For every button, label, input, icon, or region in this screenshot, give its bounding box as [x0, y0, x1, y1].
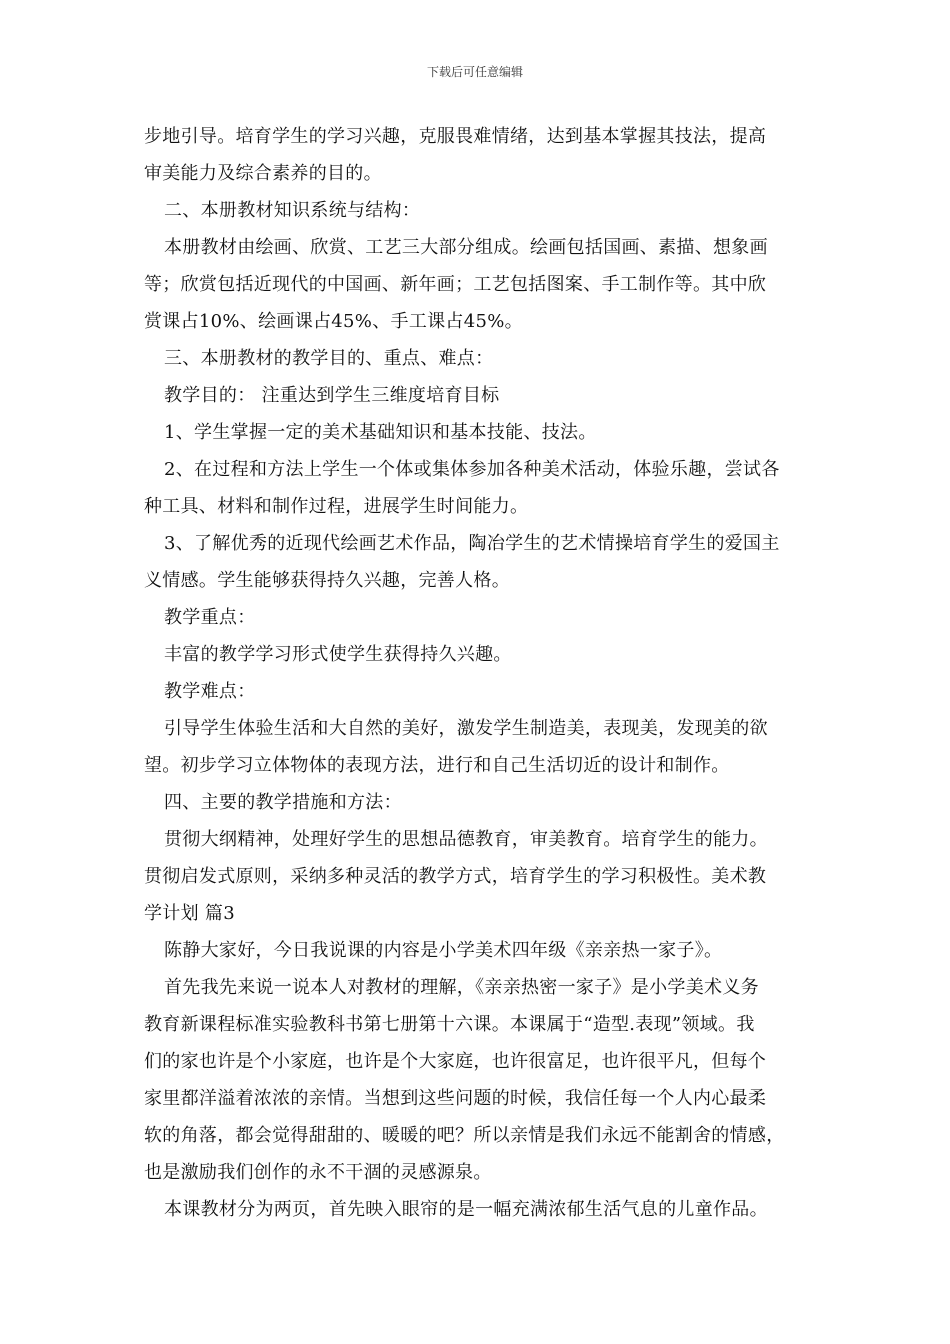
text-line: 种工具、材料和制作过程，进展学生时间能力。 — [144, 496, 529, 517]
text-line: 学计划 篇3 — [144, 903, 235, 924]
text-line: 步地引导。培育学生的学习兴趣，克服畏难情绪，达到基本掌握其技法，提高 — [144, 126, 767, 147]
text-line: 教学重点： — [164, 607, 256, 628]
text-line: 望。初步学习立体物体的表现方法，进行和自己生活切近的设计和制作。 — [144, 755, 730, 776]
text-line: 三、本册教材的教学目的、重点、难点： — [164, 348, 494, 369]
text-line: 本课教材分为两页，首先映入眼帘的是一幅充满浓郁生活气息的儿童作品。 — [164, 1199, 768, 1220]
text-line: 本册教材由绘画、欣赏、工艺三大部分组成。绘画包括国画、素描、想象画 — [164, 237, 768, 258]
text-line: 教学难点： — [164, 681, 256, 702]
text-line: 义情感。学生能够获得持久兴趣，完善人格。 — [144, 570, 510, 591]
page-header: 下载后可任意编辑 — [426, 65, 523, 79]
document-body — [144, 118, 816, 1228]
text-line: 赏课占10%、绘画课占45%、手工课占45%。 — [144, 311, 523, 332]
text-line: 陈静大家好，今日我说课的内容是小学美术四年级《亲亲热一家子》。 — [164, 940, 723, 961]
text-line: 2、在过程和方法上学生一个体或集体参加各种美术活动，体验乐趣，尝试各 — [164, 459, 780, 480]
text-line: 也是激励我们创作的永不干涸的灵感源泉。 — [144, 1162, 492, 1183]
text-line: 首先我先来说一说本人对教材的理解，《亲亲热密一家子》是小学美术义务 — [164, 977, 759, 998]
text-line: 3、了解优秀的近现代绘画艺术作品，陶冶学生的艺术情操培育学生的爱国主 — [164, 533, 780, 554]
text-line: 丰富的教学学习形式使学生获得持久兴趣。 — [164, 644, 512, 665]
text-line: 引导学生体验生活和大自然的美好，激发学生制造美，表现美，发现美的欲 — [164, 718, 768, 739]
text-line: 们的家也许是个小家庭，也许是个大家庭，也许很富足，也许很平凡，但每个 — [144, 1051, 767, 1072]
text-line: 贯彻启发式原则，采纳多种灵活的教学方式，培育学生的学习积极性。美术教 — [144, 866, 767, 887]
text-line: 家里都洋溢着浓浓的亲情。当想到这些问题的时候，我信任每一个人内心最柔 — [144, 1088, 767, 1109]
text-line: 教学目的： 注重达到学生三维度培育目标 — [164, 385, 500, 406]
text-line: 贯彻大纲精神，处理好学生的思想品德教育，审美教育。培育学生的能力。 — [164, 829, 768, 850]
text-line: 四、主要的教学措施和方法： — [164, 792, 402, 813]
text-line: 软的角落，都会觉得甜甜的、暖暖的吧？所以亲情是我们永远不能割舍的情感， — [144, 1125, 785, 1146]
text-line: 审美能力及综合素养的目的。 — [144, 163, 382, 184]
text-line: 教育新课程标准实验教科书第七册第十六课。本课属于“造型.表现”领域。我 — [144, 1014, 755, 1035]
text-line: 1、学生掌握一定的美术基础知识和基本技能、技法。 — [164, 422, 597, 443]
text-line: 等；欣赏包括近现代的中国画、新年画；工艺包括图案、手工制作等。其中欣 — [144, 274, 767, 295]
text-line: 二、本册教材知识系统与结构： — [164, 200, 421, 221]
